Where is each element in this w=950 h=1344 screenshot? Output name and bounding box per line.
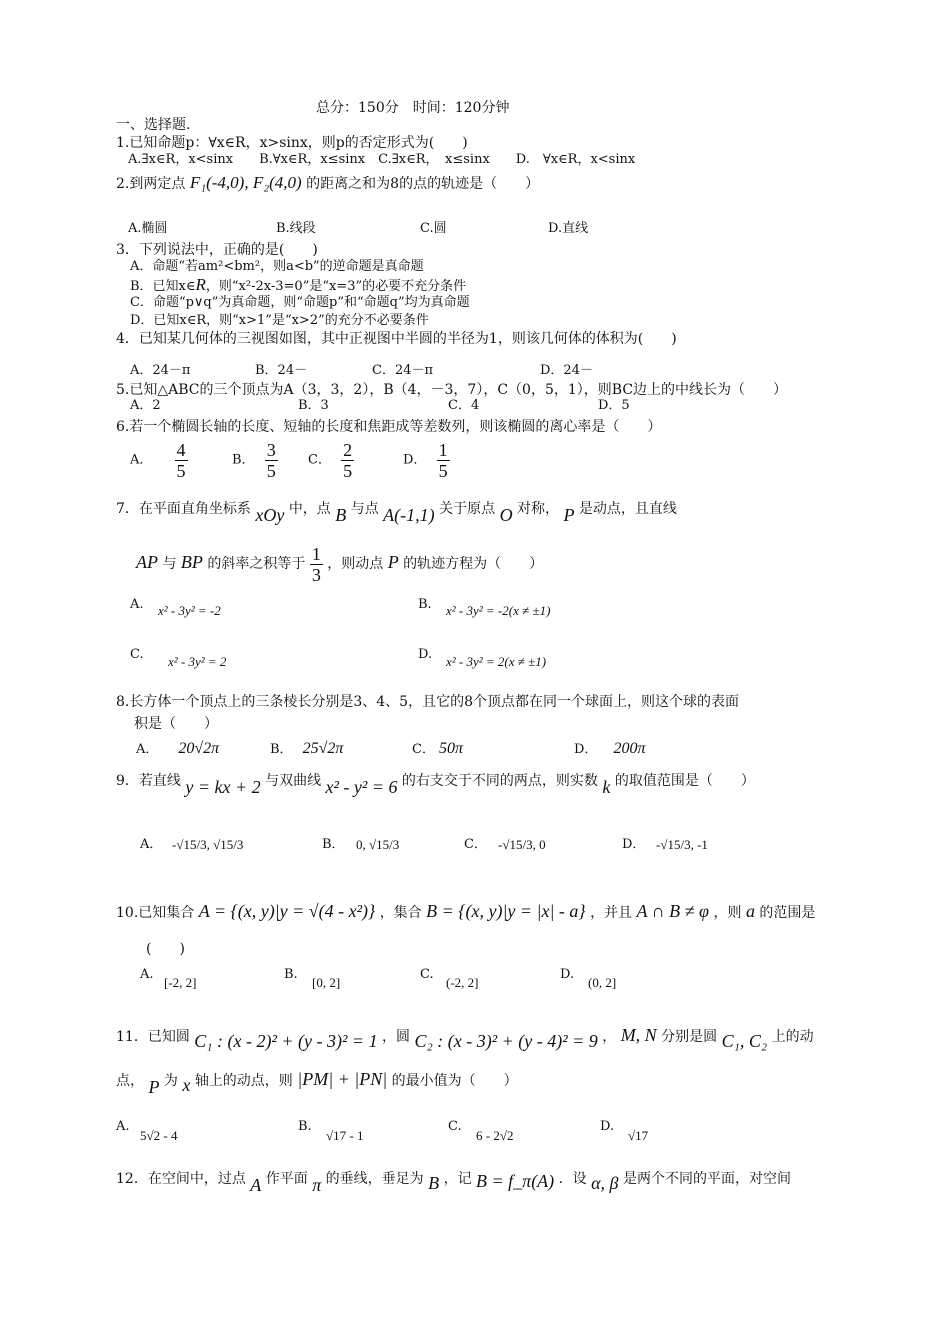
q8-a-math: 20√2π [178, 740, 220, 757]
q7-text-8: 的斜率之积等于 [207, 556, 306, 572]
q7-text-5: 对称， [517, 501, 560, 517]
q10-intersection: A ∩ B ≠ φ [636, 901, 710, 921]
q8-option-c [412, 740, 463, 759]
q6-d-den: 5 [438, 461, 448, 481]
q7-text-2: 中，点 [288, 501, 331, 517]
q6-c-den: 5 [343, 461, 353, 481]
q11-option-d-label: D. [600, 1119, 615, 1134]
q4-stem: 4．已知某几何体的三视图如图，其中正视图中半圆的半径为1，则该几何体的体积为( ) [116, 331, 677, 347]
q12-stem [116, 1166, 791, 1195]
q9-option-d-label: D． [622, 837, 646, 852]
q7-text-3: 与点 [350, 501, 379, 517]
q7-point-a: A(-1,1) [383, 505, 435, 525]
q7-text-6: 是动点，且直线 [578, 501, 677, 517]
q8-option-b [270, 740, 343, 759]
q7-option-d-label: D. [418, 647, 433, 662]
q3-option-b-pre: B．已知x∈ [130, 279, 196, 294]
q3-option-a: A．命题“若am²<bm²，则a<b”的逆命题是真命题 [130, 259, 424, 274]
q6-option-d-fraction [437, 440, 450, 481]
q11-text-5: 上的动 [771, 1029, 814, 1045]
q10-text-3: ，并且 [590, 905, 633, 921]
q9-line-math: y = kx + 2 [185, 777, 261, 797]
q6-option-a-label: A． [130, 452, 153, 468]
q8-d-math: 200π [613, 740, 646, 757]
q3-option-b-R: R [195, 275, 206, 294]
q8-c-math: 50π [438, 740, 463, 757]
q7-frac-den: 3 [311, 564, 321, 585]
section-title: 一、选择题. [116, 117, 191, 133]
q8-c-label: C． [412, 742, 435, 757]
q11-text-7: 为 [163, 1073, 178, 1089]
q4-option-c: C．24－π [372, 363, 434, 378]
q10-option-c-label: C. [420, 967, 434, 982]
q7-option-a-math: x² - 3y² = -2 [158, 603, 221, 618]
q10-option-c-math: (-2, 2] [446, 975, 479, 990]
q11-text-6: 点， [116, 1073, 144, 1089]
q10-set-b: B = {(x, y)|y = |x| - a} [426, 901, 586, 921]
q11-x: x [182, 1075, 191, 1095]
q11-sum-expr: |PM| + |PN| [297, 1069, 388, 1089]
q10-text-2: ，集合 [379, 905, 422, 921]
q12-text-3: 的垂线，垂足为 [325, 1171, 424, 1187]
q8-b-math: 25√2π [302, 740, 344, 757]
q7-option-a-label: A. [130, 597, 144, 612]
q5-option-b: B．3 [298, 398, 329, 413]
q2-option-c: C.圆 [420, 221, 447, 236]
q9-text-1: 9．若直线 [116, 773, 181, 789]
q2-option-b: B.线段 [276, 221, 316, 236]
q10-text-4: ，则 [713, 905, 742, 921]
q7-text-1: 7．在平面直角坐标系 [116, 501, 251, 517]
q7-option-c-label: C. [130, 647, 144, 662]
q10-option-b-math: [0, 2] [312, 975, 341, 990]
q4-option-a: A．24－π [130, 363, 191, 378]
q1-options: A.∃x∈R，x<sinx B.∀x∈R，x≤sinx C.∃x∈R， x≤sinx D. ∀x∈R，x<sinx [128, 152, 636, 167]
q11-text-1: 11．已知圆 [116, 1029, 190, 1045]
q5-option-a: A．2 [130, 398, 161, 413]
q8-stem-line2: 积是（ ） [134, 716, 218, 732]
q6-option-c [308, 440, 354, 481]
q6-a-den: 5 [176, 461, 186, 481]
q7-stem-line1 [116, 496, 677, 525]
q7-bp: BP [180, 552, 203, 572]
q2-option-d: D.直线 [548, 221, 589, 236]
q11-option-b-label: B. [298, 1119, 312, 1134]
q12-text-5: ．设 [558, 1171, 587, 1187]
q12-mapping: B = f_π(A) [476, 1171, 555, 1191]
q11-option-a-label: A. [116, 1119, 130, 1134]
q9-text-3: 的右支交于不同的两点，则实数 [401, 773, 598, 789]
q11-text-3: ， [602, 1029, 617, 1045]
q7-text-9: ，则动点 [327, 556, 384, 572]
q4-option-d: D．24－ [540, 363, 593, 378]
q6-b-den: 5 [266, 461, 276, 481]
q10-option-a-label: A. [140, 967, 154, 982]
q11-c1c2: C₁, C₂ [721, 1031, 768, 1051]
q11-stem-line2 [116, 1068, 518, 1097]
q10-a: a [745, 901, 755, 921]
q12-text-6: 是两个不同的平面，对空间 [622, 1171, 791, 1187]
q10-option-d-label: D. [560, 967, 575, 982]
q2-points-math: F₁(-4,0), F₂(4,0) [189, 173, 302, 192]
q7-p: P [387, 552, 399, 572]
q9-text-2: 与双曲线 [265, 773, 322, 789]
q10-stem [116, 900, 815, 924]
q7-fraction [310, 544, 323, 585]
q3-option-c: C．命题“p∨q”为真命题，则“命题p”和“命题q”均为真命题 [130, 295, 470, 310]
q6-stem: 6.若一个椭圆长轴的长度、短轴的长度和焦距成等差数列，则该椭圆的离心率是（ ） [116, 419, 662, 435]
q12-point-a: A [250, 1175, 262, 1195]
q7-point-b: B [335, 505, 347, 525]
q6-a-num: 4 [176, 440, 186, 460]
q1-stem: 1.已知命题p：∀x∈R，x>sinx，则p的否定形式为( ) [116, 135, 468, 151]
q10-option-a-math: [-2, 2] [164, 975, 197, 990]
q8-option-a [136, 740, 219, 759]
q8-option-d [574, 740, 645, 759]
q9-stem [116, 768, 755, 797]
q10-text-1: 10.已知集合 [116, 905, 195, 921]
q6-c-num: 2 [343, 440, 353, 460]
q2-stem [116, 174, 539, 193]
q9-text-4: 的取值范围是（ ） [614, 773, 755, 789]
q7-option-c-math: x² - 3y² = 2 [168, 654, 227, 669]
q7-option-d-math: x² - 3y² = 2(x ≠ ±1) [446, 654, 547, 669]
q5-stem: 5.已知△ABC的三个顶点为A（3，3，2），B（4，－3，7），C（0，5，1），则BC边上的中线长为（ ） [116, 382, 788, 398]
q6-option-b [232, 440, 278, 481]
q7-text-7: 与 [162, 556, 177, 572]
q6-option-d [403, 440, 450, 481]
q11-mn: M, N [620, 1025, 657, 1045]
q10-answer-blank: ( ) [146, 941, 185, 957]
q12-plane-pi: π [312, 1175, 322, 1195]
q7-text-10: 的轨迹方程为（ ） [403, 556, 544, 572]
q7-point-p: P [563, 505, 575, 525]
q2-text-post: 的距离之和为8的点的轨迹是（ ） [306, 176, 540, 192]
q6-option-c-fraction [341, 440, 354, 481]
q7-option-b-math: x² - 3y² = -2(x ≠ ±1) [446, 603, 551, 618]
q11-text-4: 分别是圆 [661, 1029, 718, 1045]
q8-a-label: A． [136, 742, 159, 757]
q6-option-a-fraction [175, 440, 188, 481]
q11-text-2: ，圆 [382, 1029, 411, 1045]
q6-b-num: 3 [266, 440, 276, 460]
q5-option-d: D．5 [598, 398, 630, 413]
q12-text-4: ，记 [443, 1171, 472, 1187]
q11-option-c-label: C. [448, 1119, 462, 1134]
q9-option-b-math: 0, √15/3 [356, 837, 400, 852]
q7-frac-num: 1 [311, 543, 321, 564]
q9-option-d-math: -√15/3, -1 [656, 837, 708, 852]
q6-option-b-label: B． [232, 452, 255, 468]
q11-circle-c1: C₁ : (x - 2)² + (y - 3)² = 1 [194, 1031, 378, 1051]
q7-ap: AP [136, 552, 158, 572]
q10-option-d-math: (0, 2] [588, 975, 617, 990]
q7-stem-line2 [136, 542, 543, 585]
q5-option-c: C．4 [448, 398, 480, 413]
q2-text-pre: 2.到两定点 [116, 176, 186, 192]
q11-option-c-math: 6 - 2√2 [476, 1128, 514, 1143]
q9-option-b-label: B． [322, 837, 345, 852]
q2-option-a: A.椭圆 [128, 221, 168, 236]
q12-text-1: 12．在空间中，过点 [116, 1171, 246, 1187]
q9-option-a-math: -√15/3, √15/3 [172, 837, 244, 852]
q9-hyperbola-math: x² - y² = 6 [325, 777, 398, 797]
q9-option-c-math: -√15/3, 0 [498, 837, 546, 852]
exam-header: 总分：150分 时间：120分钟 [316, 100, 510, 116]
q11-circle-c2: C₂ : (x - 3)² + (y - 4)² = 9 [414, 1031, 598, 1051]
q6-option-a [130, 440, 188, 481]
q11-option-b-math: √17 - 1 [326, 1128, 364, 1143]
q11-text-8: 轴上的动点，则 [194, 1073, 293, 1089]
q3-option-b-post: ，则“x²-2x-3=0”是“x=3”的必要不充分条件 [205, 279, 467, 294]
q7-xoy: xOy [255, 505, 285, 525]
q3-stem: 3．下列说法中，正确的是( ) [116, 242, 318, 258]
q12-alpha-beta: α, β [591, 1173, 619, 1193]
q10-set-a: A = {(x, y)|y = √(4 - x²)} [198, 901, 376, 921]
q12-text-2: 作平面 [265, 1171, 308, 1187]
q8-b-label: B． [270, 742, 293, 757]
q11-option-d-math: √17 [628, 1128, 649, 1143]
q9-option-a-label: A． [140, 837, 163, 852]
q8-stem-line1: 8.长方体一个顶点上的三条棱长分别是3、4、5，且它的8个顶点都在同一个球面上，则这个球的表面 [116, 694, 739, 710]
q10-text-5: 的范围是 [759, 905, 816, 921]
q11-option-a-math: 5√2 - 4 [140, 1128, 178, 1143]
q6-option-c-label: C． [308, 452, 331, 468]
q9-k: k [602, 777, 611, 797]
q7-origin: O [499, 505, 513, 525]
q3-option-d: D．已知x∈R，则“x>1”是“x>2”的充分不必要条件 [130, 313, 429, 328]
q7-option-b-label: B. [418, 597, 432, 612]
q4-option-b: B．24－ [255, 363, 308, 378]
q11-text-9: 的最小值为（ ） [391, 1073, 518, 1089]
q7-text-4: 关于原点 [439, 501, 496, 517]
q12-point-b: B [428, 1173, 440, 1193]
q6-option-b-fraction [265, 440, 278, 481]
q11-p: P [148, 1077, 160, 1097]
q6-option-d-label: D． [403, 452, 427, 468]
q3-option-b [130, 276, 466, 296]
q9-option-c-label: C． [464, 837, 487, 852]
q6-d-num: 1 [438, 440, 448, 460]
q10-option-b-label: B. [284, 967, 298, 982]
q11-stem-line1 [116, 1024, 814, 1051]
q8-d-label: D． [574, 742, 598, 757]
